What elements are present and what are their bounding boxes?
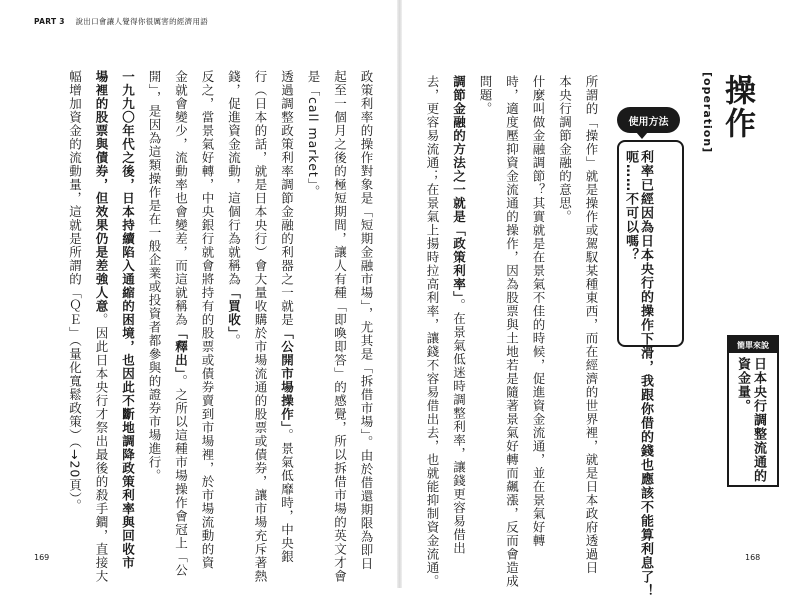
text-column bbox=[506, 75, 519, 588]
book-gutter bbox=[397, 0, 402, 588]
body-text: 透過調整政策利率調節金融的利器之一就是 bbox=[279, 70, 295, 327]
emphasis-text: 一九九〇年代之後，日本持續陷入通縮的困境，也因此不斷地調降政策利率與回收市 bbox=[120, 70, 136, 570]
text-column bbox=[426, 75, 439, 588]
chapter-title: 說出口會讓人覺得你很厲害的經濟用語 bbox=[75, 17, 209, 26]
text-column bbox=[228, 70, 241, 347]
emphasis-text: 「買收」 bbox=[226, 286, 242, 334]
body-text: 什麼叫做金融調節？其實就是在景氣不佳的時候，促進資金流通，並在景氣好轉 bbox=[531, 75, 546, 548]
usage-badge-pointer bbox=[636, 132, 648, 139]
body-text: 。之所以這種市場操作會冠上「公 bbox=[173, 374, 189, 577]
body-text: 起至一個月之後的極短期間，讓人有種「即喚即答」的感覺，所以拆借市場的英文才會 bbox=[332, 70, 348, 583]
text-column bbox=[69, 70, 82, 513]
body-text: 去，更容易流通；在景氣上揚時拉高利率，讓錢不容易借出去，也就能抑制資金流通。 bbox=[425, 75, 440, 588]
text-column bbox=[201, 70, 214, 570]
body-text: 時，適度壓抑資金流通的操作，因為股票與土地若是隨著景氣好轉而飆漲，反而會造成 bbox=[504, 75, 520, 588]
emphasis-text: 「釋出」 bbox=[173, 326, 189, 375]
simple-explanation-box bbox=[727, 335, 779, 487]
text-column bbox=[360, 70, 373, 571]
body-text: 反之，當景氣好轉，中央銀行就會將持有的股票或債券賣到市場裡，於市場流動的資 bbox=[200, 70, 215, 570]
simple-label: 簡單來說 bbox=[729, 337, 777, 353]
emphasis-text: 場裡的股票與債券，但效果仍是差強人意 bbox=[94, 70, 109, 313]
text-column bbox=[148, 70, 161, 482]
body-text: 問題。 bbox=[478, 75, 493, 116]
body-text: 金就會變少，流動率也會變差，而這就稱為 bbox=[173, 70, 189, 327]
text-column bbox=[175, 70, 188, 577]
body-text: 。 bbox=[226, 333, 242, 348]
example-dialogue bbox=[623, 150, 653, 598]
text-column bbox=[334, 70, 347, 583]
text-column bbox=[585, 75, 598, 575]
part-label: PART 3 bbox=[34, 17, 65, 26]
text-column bbox=[122, 70, 135, 570]
simple-text: 日本央行調整流通的資金量。 bbox=[735, 357, 766, 483]
term-english: [operation] bbox=[701, 72, 714, 154]
body-text: 政策利率的操作對象是「短期金融市場」，尤其是「拆借市場」。由於借還期限為即日 bbox=[359, 70, 374, 571]
usage-badge: 使用方法 bbox=[617, 107, 680, 133]
body-text: 是「call market」。 bbox=[306, 70, 321, 199]
body-text: 開」，是因為這類操作是在一般企業或投資者都參與的證券市場進行。 bbox=[147, 70, 162, 483]
page-number-right: 168 bbox=[745, 553, 761, 562]
body-text: 。景氣低靡時，中央銀 bbox=[279, 428, 295, 564]
text-column bbox=[95, 70, 108, 583]
text-column bbox=[532, 75, 545, 548]
body-text: 所謂的「操作」就是操作或駕馭某種東西，而在經濟的世界裡，就是日本政府透過日 bbox=[584, 75, 599, 575]
emphasis-text: 「公開市場操作」 bbox=[279, 326, 295, 429]
body-text: 。因此日本央行才祭出最後的殺手鐧，直接大 bbox=[94, 313, 109, 583]
page-number-left: 169 bbox=[34, 553, 50, 562]
body-text: 。在景氣低迷時調整利率，讓錢更容易借出 bbox=[451, 298, 467, 555]
body-text: 行（日本的話，就是日本央行）會大量收購於市場流通的股票或債券，讓市場充斥著熱 bbox=[253, 70, 268, 583]
text-column bbox=[479, 75, 492, 116]
term-heading: 操作 bbox=[719, 74, 755, 140]
example-line: 呃……不可以嗎？ bbox=[623, 150, 638, 262]
text-column bbox=[559, 75, 572, 224]
running-header bbox=[34, 16, 208, 27]
text-column bbox=[307, 70, 320, 199]
emphasis-text: 調節金融的方法之一就是 bbox=[451, 75, 467, 224]
body-text: 本央行調節金融的意思。 bbox=[557, 75, 573, 224]
body-text: 幅增加資金的流動量，這就是所謂的「ＱＥ」（量化寬鬆政策）（→20頁）。 bbox=[67, 70, 83, 513]
text-column bbox=[453, 75, 466, 555]
example-dialogue-box bbox=[617, 140, 684, 598]
text-column bbox=[254, 70, 267, 583]
emphasis-text: 「政策利率」 bbox=[451, 223, 467, 299]
text-column bbox=[281, 70, 294, 563]
body-text: 錢，促進資金流動，這個行為就稱為 bbox=[226, 70, 242, 286]
example-line: 利率已經因為日本央行的操作下滑，我跟你借的錢也應該不能算利息了！ bbox=[638, 150, 653, 598]
